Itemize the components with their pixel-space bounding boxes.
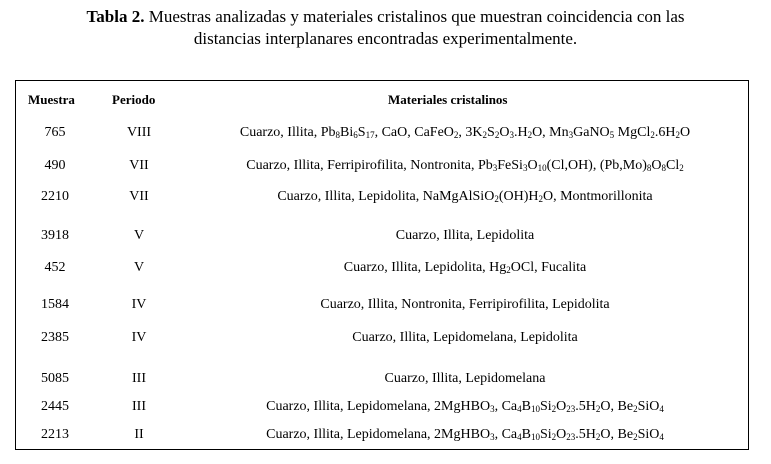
table-caption (0, 6, 771, 50)
cell-periodo: III (132, 399, 146, 414)
cell-muestra: 490 (44, 158, 66, 173)
cell-materiales: Cuarzo, Illita, Lepidomelana, 2MgHBO$_3$, $Ca_4B_{10}Si_2O_{23}.5H_2O$, $Be_2SiO_4$ (266, 399, 664, 414)
cell-muestra: 5085 (41, 371, 69, 386)
header-muestra: Muestra (28, 92, 75, 107)
cell-materiales: Cuarzo, Illita, Lepidolita (395, 228, 535, 243)
table-frame (15, 80, 749, 450)
cell-muestra: 3918 (41, 228, 69, 243)
caption-text-2: distancias interplanares encontradas experimentalmente. (193, 29, 578, 48)
cell-muestra: 2445 (41, 399, 69, 414)
cell-periodo: VIII (126, 125, 152, 140)
cell-muestra: 765 (44, 125, 66, 140)
cell-periodo: VII (129, 158, 149, 173)
cell-periodo: V (133, 260, 145, 275)
cell-materiales: Cuarzo, Illita, Lepidolita, $NaMgAlSiO_2(OH)H_2O$, Montmorillonita (277, 189, 653, 204)
cell-periodo: VII (129, 189, 149, 204)
cell-periodo: IV (131, 297, 147, 312)
cell-muestra: 452 (44, 260, 66, 275)
cell-materiales: Cuarzo, Illita, Lepidomelana (384, 371, 546, 386)
cell-materiales: Cuarzo, Illita, Ferripirofilita, Nontronita, $Pb_3FeSi_3O_{10}(Cl,OH)$, $(Pb,Mo)_8O_8Cl_2$ (246, 158, 684, 173)
cell-materiales: Cuarzo, Illita, Lepidomelana, Lepidolita (352, 330, 578, 345)
header-materiales: Materiales cristalinos (388, 92, 508, 107)
cell-muestra: 2385 (41, 330, 69, 345)
caption-text-1: Muestras analizadas y materiales cristalinos que muestran coincidencia con las (148, 7, 685, 26)
cell-muestra: 1584 (41, 297, 69, 312)
cell-materiales: Cuarzo, Illita, Lepidolita, $Hg_2OCl$, Fucalita (343, 260, 587, 275)
caption-label: Tabla 2. (86, 7, 145, 26)
cell-periodo: II (134, 427, 144, 442)
cell-materiales: Cuarzo, Illita, $Pb_8Bi_6S_{17}$, CaO, CaFeO$_2$, $3K_2S_2O_3.H_2O$, $Mn_3GaNO_5$ $MgCl_2.6H_2O$ (239, 125, 691, 140)
cell-materiales: Cuarzo, Illita, Lepidomelana, 2MgHBO$_3$, $Ca_4B_{10}Si_2O_{23}.5H_2O$, $Be_2SiO_4$ (266, 427, 664, 442)
cell-periodo: IV (131, 330, 147, 345)
cell-materiales: Cuarzo, Illita, Nontronita, Ferripirofilita, Lepidolita (320, 297, 610, 312)
cell-muestra: 2213 (41, 427, 69, 442)
cell-periodo: III (132, 371, 146, 386)
caption-line-1 (0, 6, 771, 28)
cell-periodo: V (133, 228, 145, 243)
header-periodo: Periodo (112, 92, 156, 107)
cell-muestra: 2210 (41, 189, 69, 204)
